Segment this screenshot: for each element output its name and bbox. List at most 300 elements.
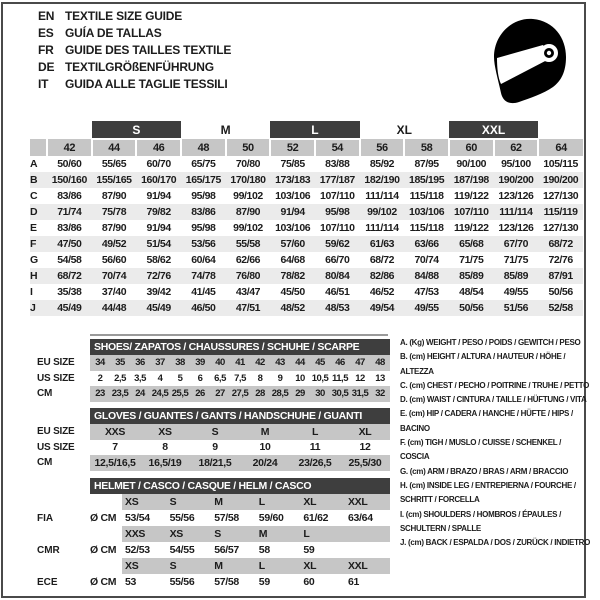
measurement-value: 74/78	[181, 268, 226, 284]
measurement-value: 91/94	[146, 222, 171, 234]
measurement-value: 83/86	[57, 190, 82, 202]
helmet-value-row	[30, 510, 392, 526]
measurement-value: 123/126	[498, 190, 534, 202]
size-value: 23/26,5	[298, 456, 332, 469]
size-label: XS	[125, 560, 139, 572]
size-value: XL	[358, 425, 372, 438]
measurement-value: 58/62	[146, 254, 171, 266]
size-value: 27	[215, 388, 225, 400]
measurement-value: 44/48	[92, 300, 137, 316]
size-value: 11	[309, 441, 321, 454]
size-label: L	[258, 560, 265, 572]
row-letter: F	[30, 236, 47, 252]
measurement-value: 47/50	[47, 236, 92, 252]
measurement-value: 85/89	[449, 268, 494, 284]
size-label: XS	[169, 528, 184, 540]
measurement-value: 53/56	[181, 236, 226, 252]
table-row	[30, 204, 583, 220]
measurement-value: 55/58	[226, 236, 271, 252]
row-cells	[90, 440, 390, 456]
measurement-value: 95/98	[315, 204, 360, 220]
measurement-value: 71/75	[459, 254, 484, 266]
guide-title: GUIDE DES TAILLES TEXTILE	[65, 43, 232, 57]
row-cells	[90, 424, 390, 440]
size-number-row	[30, 139, 583, 156]
size-value: 12	[355, 372, 365, 384]
measurement-value: 87/91	[538, 268, 583, 284]
size-value: 9	[212, 441, 218, 454]
measurement-value: 51/54	[136, 236, 181, 252]
size-value: 16,5/19	[148, 456, 182, 469]
size-group-row	[30, 121, 583, 139]
measurement-value: 111/114	[365, 222, 399, 234]
measurement-value: 83/86	[57, 222, 82, 234]
textile-size-table	[30, 121, 583, 316]
legend-item: E. (cm) HIP / CADERA / HANCHE / HÜFTE / HIPS / BACINO	[400, 409, 573, 433]
measurement-value: 75/78	[92, 204, 137, 220]
measurement-value: 165/175	[181, 172, 226, 188]
size-value: 36	[135, 357, 145, 369]
measurement-value: 60/64	[191, 254, 216, 266]
size-value: 4	[157, 372, 163, 384]
measurement-value: 83/86	[181, 204, 226, 220]
helmet-value-row	[30, 542, 392, 558]
size-value: M	[260, 425, 270, 438]
measurement-value: 170/180	[226, 172, 271, 188]
measurement-value: 84/88	[404, 268, 449, 284]
helmet-size-row	[30, 526, 392, 542]
measurement-value: 182/190	[360, 172, 405, 188]
size-label: M	[214, 496, 223, 508]
measurement-value: 43/47	[235, 286, 261, 298]
row-letter: I	[30, 286, 33, 298]
language-row	[38, 25, 231, 42]
row-cells	[90, 386, 390, 402]
table-row	[30, 424, 392, 440]
size-value: 12	[359, 441, 371, 454]
size-number: 50	[226, 139, 271, 156]
row-label: CM	[37, 388, 53, 400]
standard-label: CMR	[37, 544, 60, 556]
diameter-value: 55/56	[169, 512, 195, 524]
diameter-value: 63/64	[347, 512, 373, 524]
measurement-value: 65/75	[191, 158, 216, 170]
size-value: 23	[95, 388, 105, 400]
row-cells	[90, 371, 390, 387]
size-value: 45	[315, 357, 325, 369]
gloves-table	[30, 408, 392, 471]
table-row	[30, 455, 392, 471]
standard-label: FIA	[37, 512, 54, 524]
size-value: 5	[177, 372, 183, 384]
measurement-value: 71/75	[503, 254, 529, 266]
size-label: XL	[303, 560, 317, 572]
table-row	[30, 355, 392, 371]
size-value: 6	[197, 372, 203, 384]
size-label: M	[258, 528, 268, 540]
measurement-value: 59/62	[315, 236, 360, 252]
measurement-value: 85/89	[494, 268, 539, 284]
size-value: 42	[255, 357, 265, 369]
diameter-value: 52/53	[125, 544, 150, 556]
row-letter: A	[30, 158, 38, 170]
measurement-value: 82/86	[360, 268, 405, 284]
section-divider	[90, 334, 388, 336]
helmet-value-row	[30, 574, 392, 590]
measurement-value: 70/74	[92, 268, 137, 284]
measurement-value: 41/45	[191, 286, 216, 298]
size-value: 37	[155, 357, 165, 369]
measurement-value: 119/122	[453, 190, 489, 202]
measurement-value: 111/114	[365, 190, 399, 202]
size-label: XL	[303, 496, 317, 508]
measurement-value: 103/106	[275, 222, 311, 234]
size-label: S	[169, 496, 177, 508]
measurement-value: 50/60	[57, 158, 82, 170]
measurement-value: 48/52	[270, 300, 315, 316]
measurement-value: 79/82	[136, 204, 181, 220]
size-value: 46	[335, 357, 345, 369]
size-value: 7,5	[234, 372, 246, 384]
size-cells	[122, 558, 390, 574]
size-value: 25,5/30	[348, 456, 382, 469]
measurement-value: 65/68	[449, 236, 494, 252]
size-label: XXS	[125, 528, 146, 540]
measurement-value: 103/106	[275, 190, 311, 202]
helmet-size-row	[30, 558, 392, 574]
measurement-value: 71/74	[47, 204, 92, 220]
size-value: 13	[375, 372, 385, 384]
measurement-value: 62/66	[235, 254, 261, 266]
corner-cell	[30, 121, 47, 139]
size-number: 44	[92, 139, 137, 156]
measurement-value: 37/40	[101, 286, 127, 298]
table-row	[30, 440, 392, 456]
shoes-table	[30, 339, 392, 402]
size-value: 38	[175, 357, 185, 369]
size-group-label: S	[92, 121, 181, 139]
size-value: 24	[135, 388, 145, 400]
size-value: 29	[295, 388, 305, 400]
measurement-value: 61/63	[360, 236, 405, 252]
measurement-value: 78/82	[270, 268, 315, 284]
measurement-value: 68/72	[369, 254, 395, 266]
guide-title: GUÍA DE TALLAS	[65, 26, 162, 40]
size-cells	[122, 494, 390, 510]
measurement-value: 91/94	[146, 190, 171, 202]
measurement-value: 91/94	[270, 204, 315, 220]
language-header	[38, 8, 231, 93]
diameter-value: 54/55	[169, 544, 195, 556]
language-row	[38, 59, 231, 76]
diameter-value: 60	[303, 576, 315, 588]
measurement-value: 49/54	[360, 300, 405, 316]
diameter-value: 53/54	[125, 512, 150, 524]
measurement-value: 111/114	[494, 204, 539, 220]
legend-item: H. (cm) INSIDE LEG / ENTREPIERNA / FOURCHE / SCHRITT / FORCELLA	[400, 480, 576, 505]
row-label: CM	[37, 457, 53, 469]
size-group-label	[538, 121, 583, 139]
measurement-value: 47/51	[226, 300, 271, 316]
measurement-value: 173/183	[270, 172, 315, 188]
size-cells	[122, 526, 390, 542]
size-value: 18/21,5	[198, 456, 232, 469]
size-value: 7	[112, 441, 118, 454]
size-group-label: M	[220, 123, 231, 137]
language-row	[38, 76, 231, 93]
measurement-value: 95/98	[191, 190, 216, 202]
helmet-title-bar: HELMET / CASCO / CASQUE / HELM / CASCO	[90, 478, 390, 494]
measurement-value: 46/52	[369, 286, 395, 298]
measurement-value: 46/51	[325, 286, 350, 298]
measurement-value: 50/56	[548, 286, 573, 298]
measurement-value: 185/195	[404, 172, 449, 188]
measurement-value: 67/70	[494, 236, 539, 252]
size-group-label: XXL	[449, 121, 538, 139]
size-number-corner	[30, 139, 47, 156]
size-value: 8	[162, 441, 168, 454]
measurement-value: 127/130	[543, 190, 579, 202]
size-group-label: XL	[396, 123, 412, 137]
measurement-value: 80/84	[315, 268, 360, 284]
size-value: 10	[259, 441, 271, 454]
size-label: XXL	[347, 560, 368, 572]
size-value: 11,5	[332, 372, 348, 384]
row-label: EU SIZE	[37, 426, 75, 438]
size-value: XXS	[104, 425, 126, 438]
diameter-value: 59	[303, 544, 315, 556]
measurement-value: 107/110	[449, 204, 494, 220]
size-value: 30	[315, 388, 325, 400]
size-number: 58	[404, 139, 449, 156]
measurement-value: 45/49	[136, 300, 181, 316]
measurement-value: 50/56	[449, 300, 494, 316]
diameter-value: 61	[347, 576, 360, 588]
measurement-value: 45/49	[47, 300, 92, 316]
legend-item: C. (cm) CHEST / PECHO / POITRINE / TRUHE / PETTO	[400, 380, 590, 390]
table-row	[30, 172, 583, 188]
diameter-value: 59/60	[258, 512, 284, 524]
measurement-value: 87/90	[101, 190, 127, 202]
value-cells	[122, 542, 390, 558]
measurement-value: 39/42	[146, 286, 171, 298]
value-cells	[122, 574, 390, 590]
measurement-value: 70/80	[235, 158, 261, 170]
row-letter: H	[30, 268, 47, 284]
measurement-value: 56/60	[101, 254, 127, 266]
measurement-legend	[400, 336, 592, 550]
racing-helmet-icon	[487, 16, 567, 106]
size-label: XXL	[347, 496, 368, 508]
measurement-value: 95/100	[501, 158, 531, 170]
size-value: 31,5	[351, 388, 369, 400]
measurement-value: 49/55	[503, 286, 529, 298]
diameter-value: 61/62	[303, 512, 329, 524]
size-label: S	[214, 528, 221, 540]
legend-item: G. (cm) ARM / BRAZO / BRAS / ARM / BRACCIO	[400, 466, 569, 476]
shoes-title-bar: SHOES/ ZAPATOS / CHAUSSURES / SCHUHE / SCARPE	[90, 339, 390, 355]
size-value: 2	[97, 372, 103, 384]
diameter-value: 53	[125, 576, 137, 588]
measurement-value: 63/66	[404, 236, 449, 252]
measurement-value: 49/52	[92, 236, 137, 252]
size-value: 41	[235, 357, 245, 369]
row-label: US SIZE	[37, 372, 75, 384]
diameter-value: 55/56	[169, 576, 195, 588]
size-value: 3,5	[134, 372, 146, 384]
size-label: S	[169, 560, 177, 572]
row-label: EU SIZE	[37, 357, 75, 369]
diameter-value: 58	[258, 544, 270, 556]
guide-title: GUIDA ALLE TAGLIE TESSILI	[65, 77, 228, 91]
legend-item: B. (cm) HEIGHT / ALTURA / HAUTEUR / HÖHE / ALTEZZA	[400, 352, 566, 376]
measurement-value: 127/130	[543, 222, 579, 234]
table-row	[30, 236, 583, 252]
measurement-value: 160/170	[136, 172, 181, 188]
size-value: 30,5	[331, 388, 349, 400]
measurement-value: 48/53	[315, 300, 360, 316]
measurement-value: 123/126	[498, 222, 534, 234]
measurement-value: 150/160	[47, 172, 92, 188]
language-code: EN	[38, 9, 55, 23]
legend-item: D. (cm) WAIST / CINTURA / TAILLE / HÜFTUNG / VITA	[400, 395, 587, 405]
measurement-value: 190/200	[538, 172, 583, 188]
measurement-value: 76/80	[226, 268, 271, 284]
measurement-value: 107/110	[320, 222, 355, 234]
size-value: 6,5	[214, 372, 226, 384]
language-code: ES	[38, 26, 54, 40]
size-number: 64	[538, 139, 583, 156]
size-value: XS	[158, 425, 172, 438]
legend-item: J. (cm) BACK / ESPALDA / DOS / ZURÜCK / INDIETRO	[400, 538, 591, 548]
measurement-value: 52/58	[538, 300, 583, 316]
size-value: 28	[255, 388, 265, 400]
row-cells	[90, 455, 390, 471]
size-value: 40	[215, 357, 225, 369]
size-value: 26	[195, 388, 205, 400]
row-letter: E	[30, 222, 38, 234]
legend-item: F. (cm) TIGH / MUSLO / CUISSE / SCHENKEL / COSCIA	[400, 438, 562, 462]
measurement-value: 68/72	[47, 268, 92, 284]
diameter-unit: Ø CM	[90, 512, 117, 524]
measurement-value: 49/55	[404, 300, 449, 316]
measurement-value: 57/60	[270, 236, 315, 252]
helmet-table	[30, 478, 392, 590]
size-value: 27,5	[231, 388, 249, 400]
measurement-value: 64/68	[280, 254, 305, 266]
measurement-value: 72/76	[548, 254, 573, 266]
size-value: 43	[275, 357, 285, 369]
table-row	[30, 268, 583, 284]
measurement-value: 107/110	[320, 190, 355, 202]
size-value: 9	[277, 372, 283, 384]
size-value: 34	[95, 357, 105, 369]
size-number: 62	[494, 139, 539, 156]
table-row	[30, 371, 392, 387]
diameter-unit: Ø CM	[90, 544, 117, 556]
table-row	[30, 300, 583, 316]
diameter-value: 57/58	[214, 576, 239, 588]
language-code: FR	[38, 43, 54, 57]
size-value: 39	[195, 357, 205, 369]
diameter-value: 56/57	[214, 544, 239, 556]
row-letter: C	[30, 190, 38, 202]
measurement-value: 87/90	[101, 222, 127, 234]
table-row	[30, 156, 583, 172]
diameter-unit: Ø CM	[90, 576, 117, 588]
size-number: 42	[47, 139, 92, 156]
measurement-value: 115/118	[409, 222, 444, 234]
measurement-value: 72/76	[136, 268, 181, 284]
size-value: 2,5	[114, 372, 126, 384]
guide-title: TEXTILE SIZE GUIDE	[65, 9, 183, 23]
size-value: 48	[375, 357, 385, 369]
size-label: L	[258, 496, 265, 508]
size-value: 23,5	[111, 388, 129, 400]
size-number: 46	[136, 139, 181, 156]
size-group-label	[47, 121, 92, 139]
measurement-value: 55/65	[101, 158, 127, 170]
measurement-value: 35/38	[57, 286, 82, 298]
size-label: XS	[125, 496, 139, 508]
measurement-value: 155/165	[92, 172, 137, 188]
row-label: US SIZE	[37, 441, 75, 453]
measurement-value: 66/70	[325, 254, 350, 266]
standard-label: ECE	[37, 576, 58, 588]
size-group-label: L	[270, 121, 359, 139]
measurement-value: 51/56	[494, 300, 539, 316]
measurement-value: 68/72	[538, 236, 583, 252]
measurement-value: 187/198	[449, 172, 494, 188]
size-number: 60	[449, 139, 494, 156]
gloves-title-bar: GLOVES / GUANTES / GANTS / HANDSCHUHE / GUANTI	[90, 408, 390, 424]
measurement-value: 90/100	[456, 158, 487, 170]
measurement-value: 87/95	[414, 158, 439, 170]
size-value: 10	[295, 372, 305, 384]
size-value: 20/24	[252, 456, 278, 469]
size-value: 28,5	[271, 388, 289, 400]
measurement-value: 87/90	[226, 204, 271, 220]
table-row	[30, 188, 583, 204]
measurement-value: 105/115	[543, 158, 578, 170]
size-label: L	[303, 528, 310, 540]
measurement-value: 46/50	[181, 300, 226, 316]
legend-item: A. (Kg) WEIGHT / PESO / POIDS / GEWITCH / PESO	[400, 338, 581, 347]
measurement-value: 45/50	[280, 286, 305, 298]
language-row	[38, 42, 231, 59]
size-value: 44	[295, 357, 305, 369]
diameter-value: 59	[258, 576, 270, 588]
size-number: 48	[181, 139, 226, 156]
language-code: DE	[38, 60, 55, 74]
size-number: 54	[315, 139, 360, 156]
measurement-value: 54/58	[57, 254, 82, 266]
size-value: S	[211, 425, 219, 438]
size-value: 32	[375, 388, 385, 400]
value-cells	[122, 510, 390, 526]
size-value: 12,5/16,5	[94, 456, 136, 469]
table-row	[30, 284, 583, 300]
guide-title: TEXTILGRÖßENFÜHRUNG	[65, 60, 214, 74]
helmet-size-row	[30, 494, 392, 510]
size-value: 47	[355, 357, 365, 369]
measurement-value: 115/119	[538, 204, 583, 220]
size-value: 8	[257, 372, 263, 384]
measurement-value: 190/200	[494, 172, 539, 188]
measurement-value: 60/70	[146, 158, 171, 170]
measurement-value: 177/187	[315, 172, 360, 188]
table-row	[30, 220, 583, 236]
